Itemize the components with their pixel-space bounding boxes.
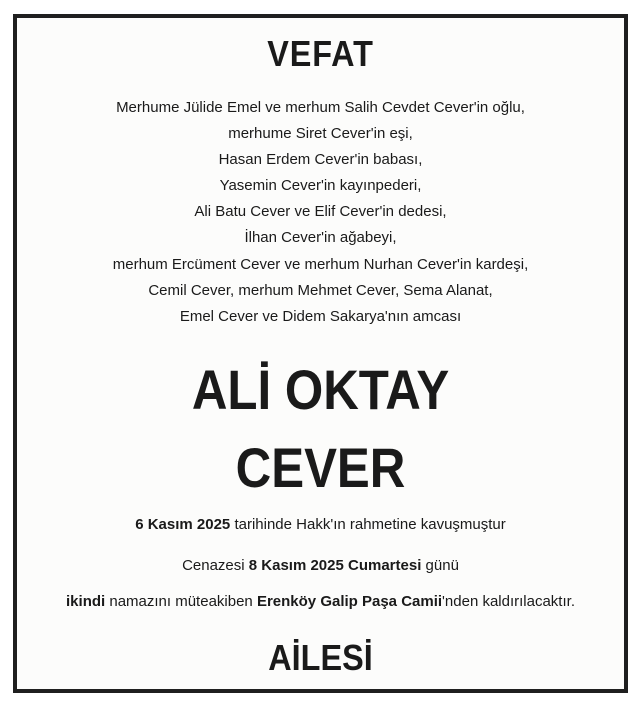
relation-line: Emel Cever ve Didem Sakarya'nın amcası [179,307,462,325]
funeral-middle: namazını müteakiben [105,593,257,610]
relation-line: merhum Ercüment Cever ve merhum Nurhan Cever'in kardeşi, [112,255,529,273]
funeral-end: 'nden kaldırılacaktır. [442,593,575,610]
relation-line: merhume Siret Cever'in eşi, [228,125,413,143]
death-date: 6 Kasım 2025 [135,516,231,533]
relation-line: Yasemin Cever'in kayınpederi, [219,177,422,195]
signature: AİLESİ [268,637,373,678]
death-date-line [17,515,624,535]
prayer-time: ikindi [66,593,106,610]
relation-line: Hasan Erdem Cever'in babası, [218,151,423,169]
funeral-date-line [17,556,624,576]
obituary-notice [13,14,628,693]
relations-list [17,95,624,330]
mosque-name: Erenköy Galip Paşa Camii [256,593,443,610]
funeral-place-line [17,592,624,612]
funeral-date: 8 Kasım 2025 Cumartesi [248,557,422,574]
funeral-suffix: günü [421,557,459,574]
deceased-name-last: CEVER [235,436,406,499]
deceased-name-first: ALİ OKTAY [191,358,450,421]
death-text: tarihinde Hakk'ın rahmetine kavuşmuştur [230,516,506,533]
notice-title: VEFAT [267,33,374,74]
relation-line: İlhan Cever'in ağabeyi, [244,229,397,247]
relation-line: Cemil Cever, merhum Mehmet Cever, Sema Alanat, [148,281,493,299]
relation-line: Merhume Jülide Emel ve merhum Salih Cevdet Cever'in oğlu, [116,99,525,116]
funeral-prefix: Cenazesi [182,557,249,574]
relation-line: Ali Batu Cever ve Elif Cever'in dedesi, [194,203,447,221]
